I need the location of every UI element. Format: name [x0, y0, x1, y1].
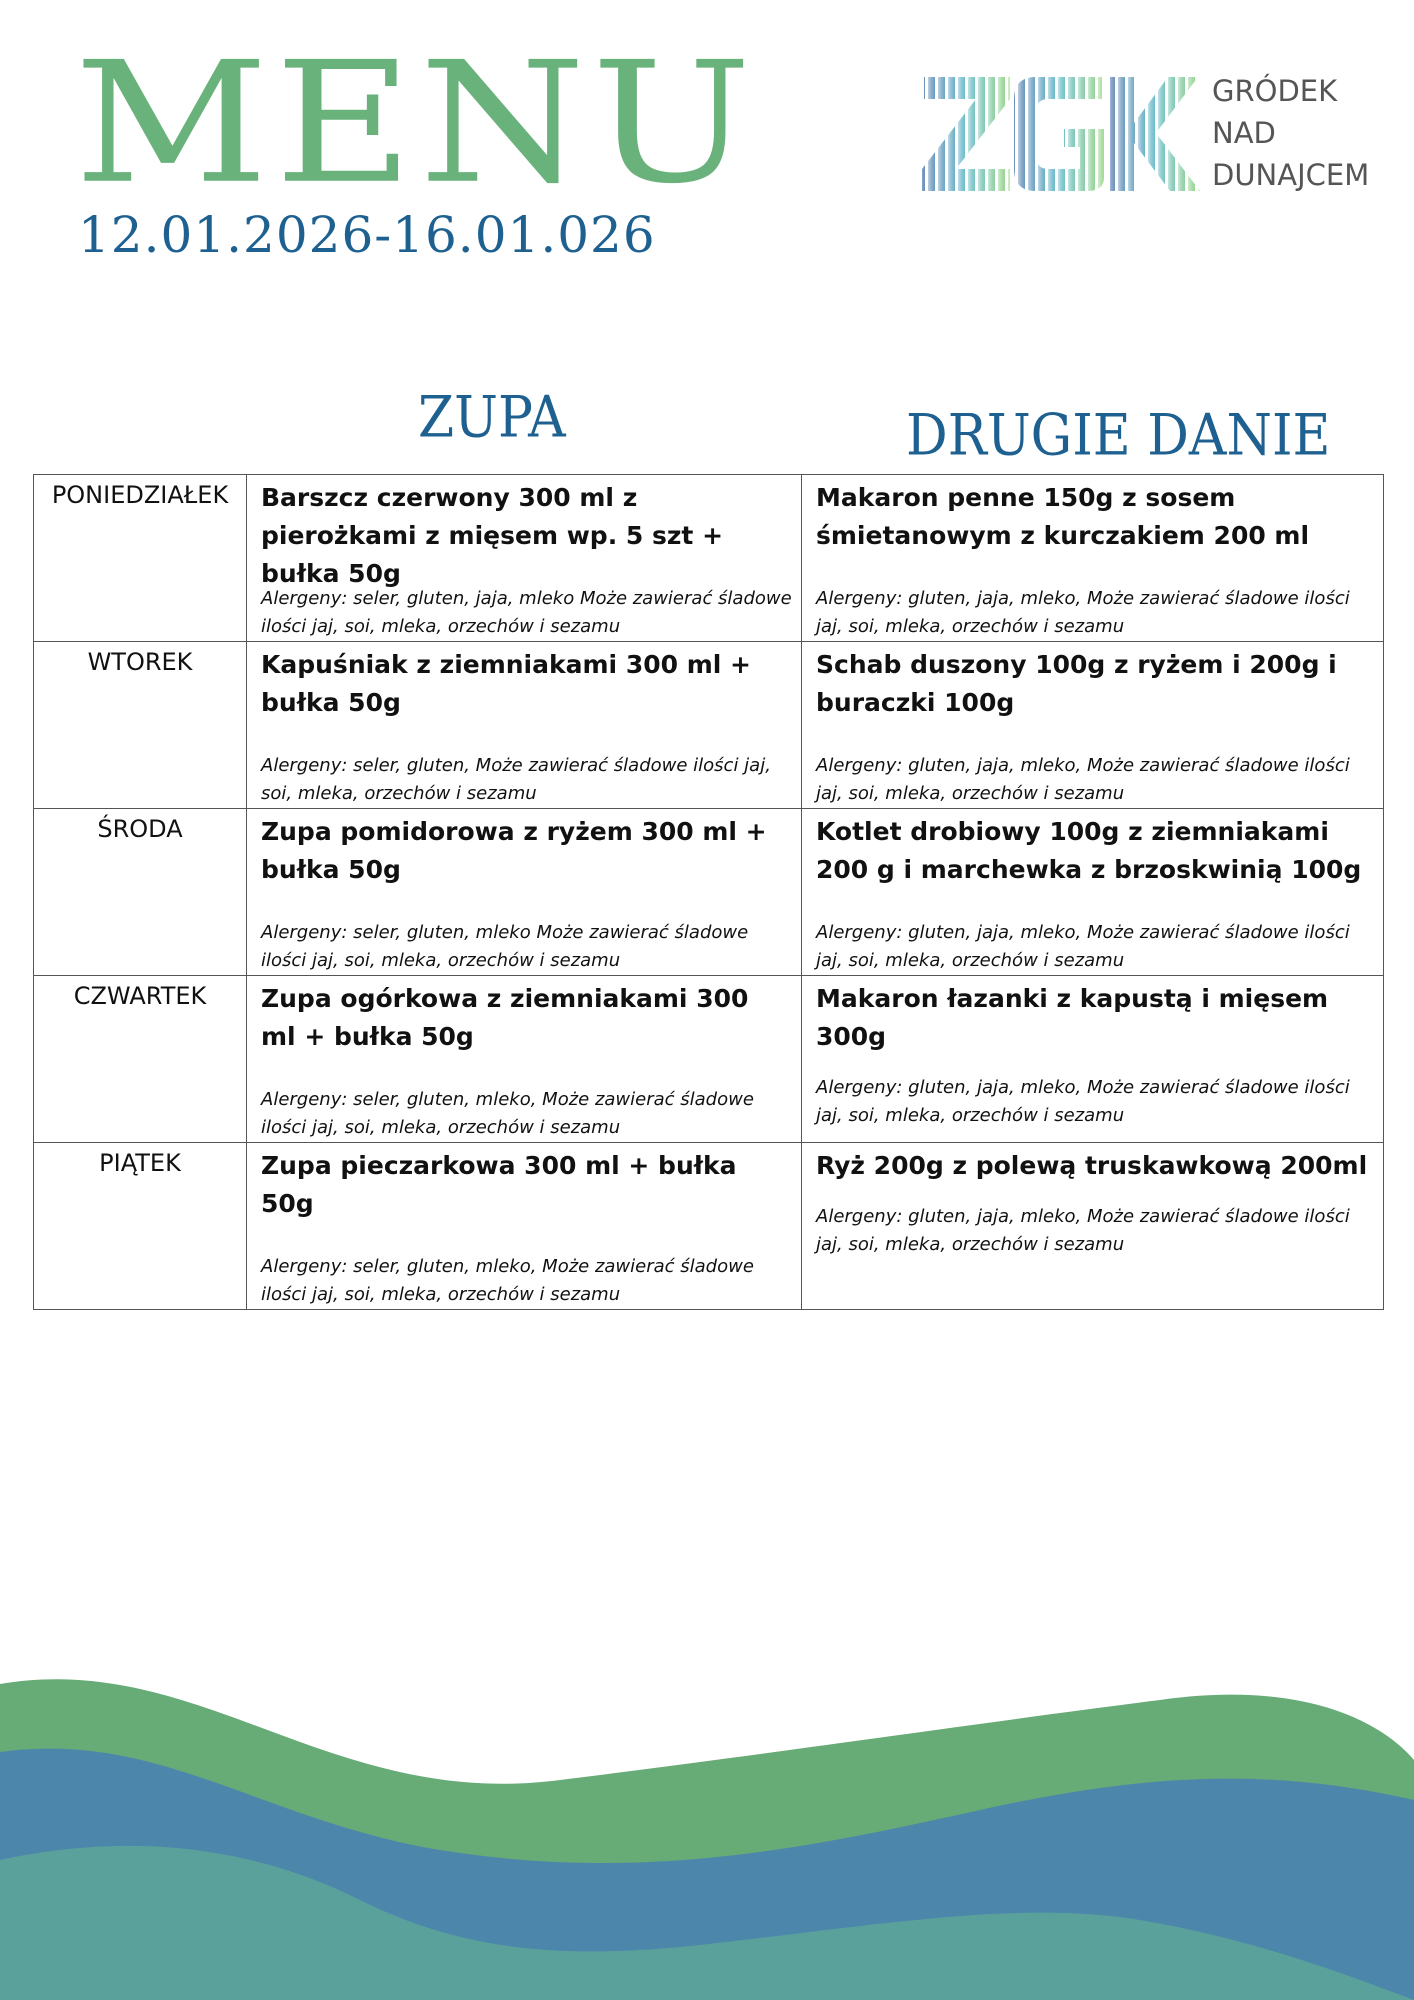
day-label: PONIEDZIAŁEK — [51, 481, 229, 509]
main-dish: Schab duszony 100g z ryżem i 200g i buraczki 100g — [816, 650, 1337, 717]
logo-line-2: NAD — [1212, 116, 1276, 150]
main-allergens: Alergeny: gluten, jaja, mleko, Może zawierać śladowe ilości jaj, soi, mleka, orzechów i sezamu — [816, 922, 1350, 971]
soup-dish: Kapuśniak z ziemniakami 300 ml + bułka 50g — [261, 650, 751, 717]
table-row — [34, 976, 1384, 1143]
table-row — [34, 1143, 1384, 1310]
soup-allergens: Alergeny: seler, gluten, mleko, Może zawierać śladowe ilości jaj, soi, mleka, orzechów i sezamu — [261, 1256, 754, 1305]
main-allergens: Alergeny: gluten, jaja, mleko, Może zawierać śladowe ilości jaj, soi, mleka, orzechów i sezamu — [816, 588, 1350, 637]
soup-dish: Zupa pomidorowa z ryżem 300 ml + bułka 50g — [261, 817, 767, 884]
soup-allergens: Alergeny: seler, gluten, mleko, Może zawierać śladowe ilości jaj, soi, mleka, orzechów i sezamu — [261, 1089, 754, 1138]
main-dish-column-header: DRUGIE DANIE — [906, 403, 1331, 469]
soup-allergens: Alergeny: seler, gluten, mleko Może zawierać śladowe ilości jaj, soi, mleka, orzechów i sezamu — [261, 922, 749, 971]
day-label: ŚRODA — [97, 815, 183, 843]
menu-title: MENU — [74, 25, 758, 221]
table-row — [34, 642, 1384, 809]
zgk-logo — [918, 70, 1370, 195]
main-allergens: Alergeny: gluten, jaja, mleko, Może zawierać śladowe ilości jaj, soi, mleka, orzechów i sezamu — [816, 1206, 1350, 1255]
decorative-waves — [0, 1660, 1414, 2000]
main-dish: Makaron łazanki z kapustą i mięsem 300g — [816, 984, 1329, 1051]
logo-line-1: GRÓDEK — [1212, 74, 1338, 108]
soup-dish: Zupa ogórkowa z ziemniakami 300 ml + bułka 50g — [261, 984, 749, 1051]
main-dish: Kotlet drobiowy 100g z ziemniakami 200 g i marchewka z brzoskwinią 100g — [816, 817, 1362, 884]
date-range: 12.01.2026-16.01.026 — [78, 206, 656, 264]
main-allergens: Alergeny: gluten, jaja, mleko, Może zawierać śladowe ilości jaj, soi, mleka, orzechów i sezamu — [816, 1077, 1350, 1126]
main-dish: Ryż 200g z polewą truskawkową 200ml — [816, 1151, 1368, 1180]
main-allergens: Alergeny: gluten, jaja, mleko, Może zawierać śladowe ilości jaj, soi, mleka, orzechów i sezamu — [816, 755, 1350, 804]
table-row — [34, 809, 1384, 976]
day-label: CZWARTEK — [73, 982, 207, 1010]
soup-column-header: ZUPA — [418, 385, 566, 451]
day-label: PIĄTEK — [99, 1149, 181, 1177]
day-label: WTOREK — [87, 648, 193, 676]
logo-text — [1212, 70, 1369, 196]
logo-line-3: DUNAJCEM — [1212, 158, 1370, 192]
zgk-logo-mark-icon — [918, 73, 1203, 193]
main-dish: Makaron penne 150g z sosem śmietanowym z kurczakiem 200 ml — [816, 483, 1310, 550]
menu-table — [33, 474, 1384, 1310]
soup-dish: Zupa pieczarkowa 300 ml + bułka 50g — [261, 1151, 737, 1218]
soup-allergens: Alergeny: seler, gluten, jaja, mleko Może zawierać śladowe ilości jaj, soi, mleka, orzechów i sezamu — [261, 588, 792, 637]
table-row — [34, 475, 1384, 642]
soup-allergens: Alergeny: seler, gluten, Może zawierać śladowe ilości jaj, soi, mleka, orzechów i sezamu — [261, 755, 771, 804]
soup-dish: Barszcz czerwony 300 ml z pierożkami z mięsem wp. 5 szt + bułka 50g — [261, 483, 724, 588]
